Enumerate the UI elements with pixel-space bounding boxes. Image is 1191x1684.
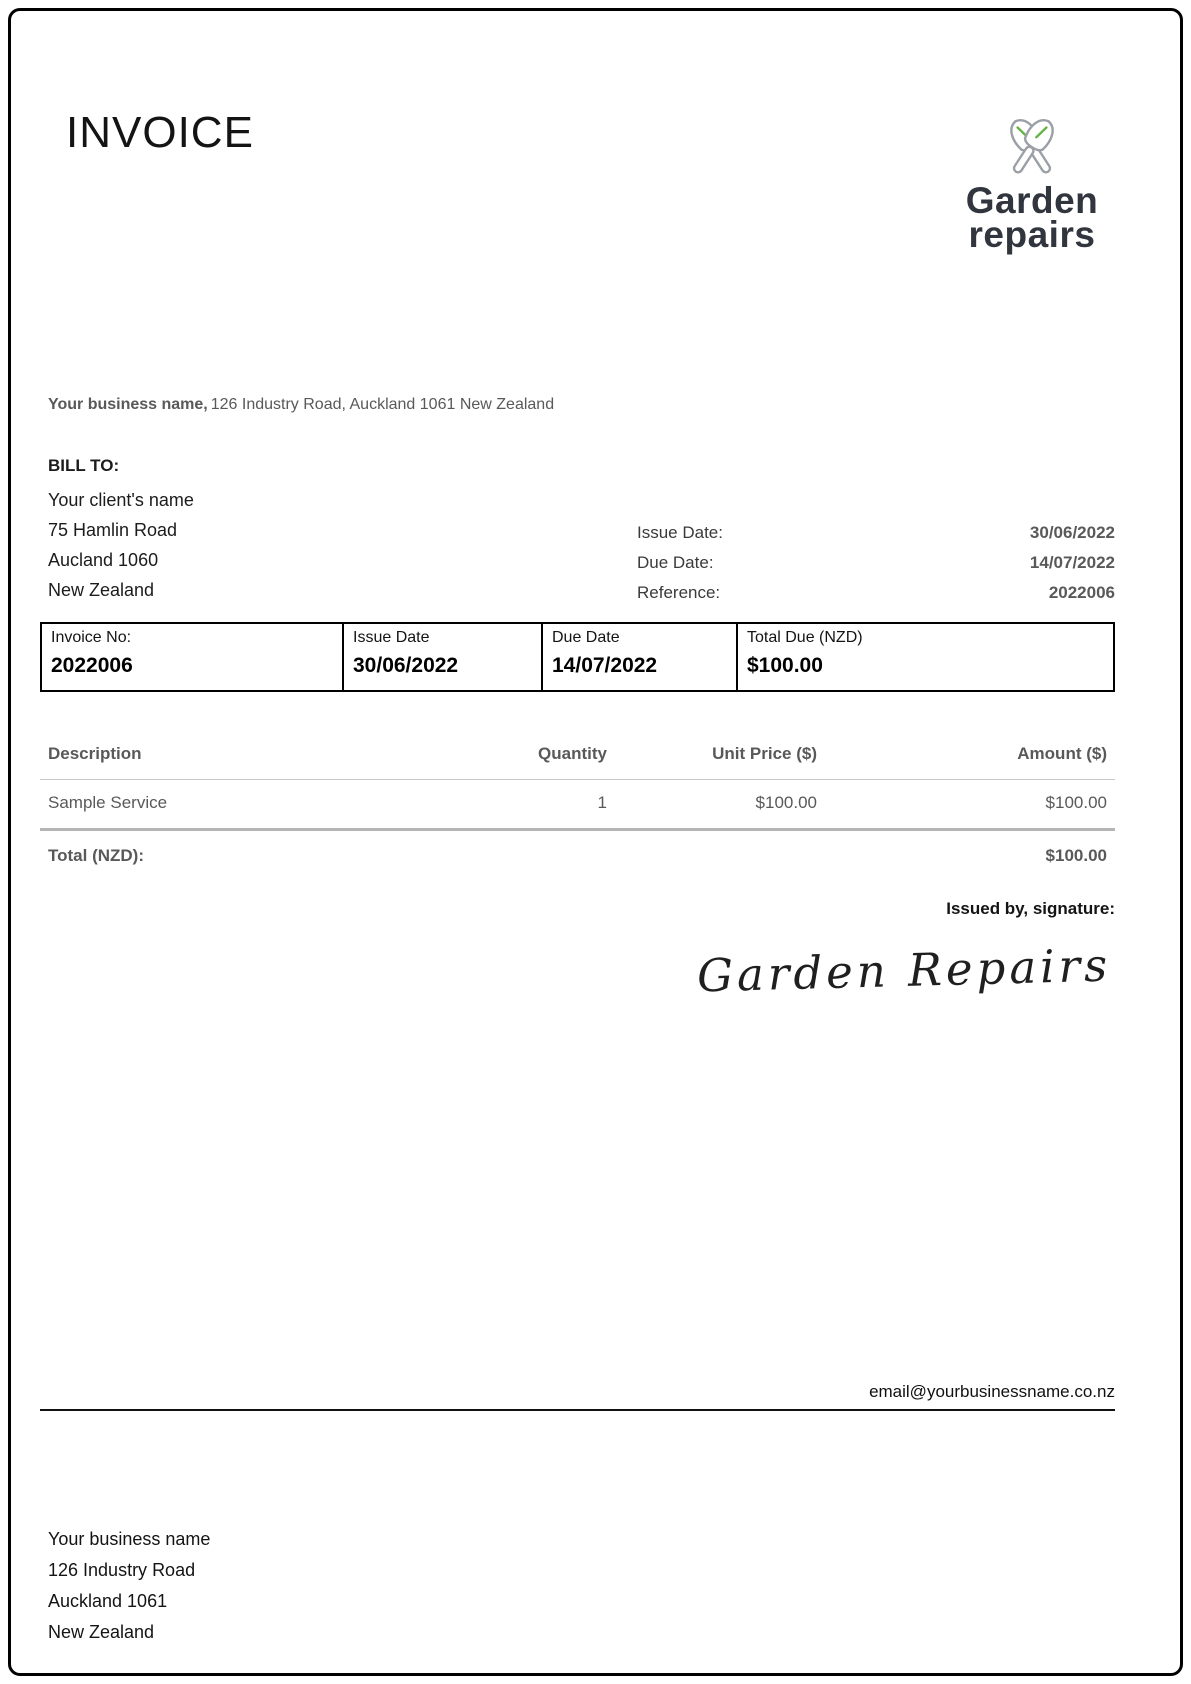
line-items-table (40, 744, 1115, 866)
summary-cell-issue-date (342, 624, 541, 690)
summary-cell-due-date (541, 624, 736, 690)
issued-by-label: Issued by, signature: (946, 899, 1115, 918)
business-address-line (48, 396, 554, 414)
invoice-summary-table (40, 622, 1115, 692)
header-amount: Amount ($) (1017, 744, 1107, 763)
summary-header-invoice-no: Invoice No: (51, 629, 132, 646)
meta-row-reference (637, 578, 1115, 608)
footer-street: 126 Industry Road (48, 1560, 196, 1580)
issue-date-value: 30/06/2022 (1029, 523, 1115, 542)
due-date-label: Due Date: (637, 553, 714, 572)
cell-quantity: 1 (597, 793, 607, 812)
client-name: Your client's name (48, 490, 194, 510)
summary-header-due-date: Due Date (552, 629, 620, 646)
total-label: Total (NZD): (48, 846, 144, 865)
header-unit-price: Unit Price ($) (712, 744, 817, 763)
cell-description: Sample Service (48, 793, 168, 812)
cell-amount: $100.00 (1045, 793, 1107, 812)
issue-date-label: Issue Date: (637, 523, 723, 542)
client-street: 75 Hamlin Road (48, 520, 178, 540)
summary-value-due-date: 14/07/2022 (552, 654, 658, 677)
company-logo (946, 110, 1118, 255)
footer-address-block (48, 1524, 210, 1648)
summary-header-total-due: Total Due (NZD) (747, 629, 863, 646)
bill-to-label: BILL TO: (48, 456, 120, 475)
summary-value-issue-date: 30/06/2022 (353, 654, 459, 677)
invoice-meta (637, 518, 1115, 608)
reference-value: 2022006 (1048, 583, 1115, 602)
meta-row-issue-date (637, 518, 1115, 548)
cell-unit-price: $100.00 (755, 793, 817, 812)
footer-country: New Zealand (48, 1622, 155, 1642)
due-date-value: 14/07/2022 (1029, 553, 1115, 572)
business-name-bold: Your business name, (48, 396, 208, 413)
meta-row-due-date (637, 548, 1115, 578)
invoice-title: INVOICE (66, 108, 254, 157)
footer-business-name: Your business name (48, 1529, 211, 1549)
summary-value-total-due: $100.00 (747, 654, 823, 677)
summary-cell-invoice-no (42, 624, 342, 690)
client-city: Aucland 1060 (48, 550, 159, 570)
logo-name-line1: Garden (965, 180, 1099, 221)
header-quantity: Quantity (538, 744, 607, 763)
crossed-trowels-icon (991, 110, 1073, 182)
total-value: $100.00 (1045, 846, 1107, 865)
header-description: Description (48, 744, 142, 763)
reference-label: Reference: (637, 583, 721, 602)
table-row (40, 780, 1115, 831)
summary-cell-total-due (736, 624, 1113, 690)
footer-city: Auckland 1061 (48, 1591, 168, 1611)
client-country: New Zealand (48, 580, 155, 600)
contact-email: email@yourbusinessname.co.nz (40, 1382, 1115, 1411)
bill-to-block (48, 456, 194, 605)
total-row (40, 831, 1115, 866)
line-items-header-row (40, 744, 1115, 780)
summary-value-invoice-no: 2022006 (51, 654, 133, 677)
logo-name-line2: repairs (968, 214, 1096, 255)
summary-header-issue-date: Issue Date (353, 629, 430, 646)
business-address-rest: 126 Industry Road, Auckland 1061 New Zealand (210, 396, 555, 413)
signature-script: Garden Repairs (696, 938, 1112, 1003)
